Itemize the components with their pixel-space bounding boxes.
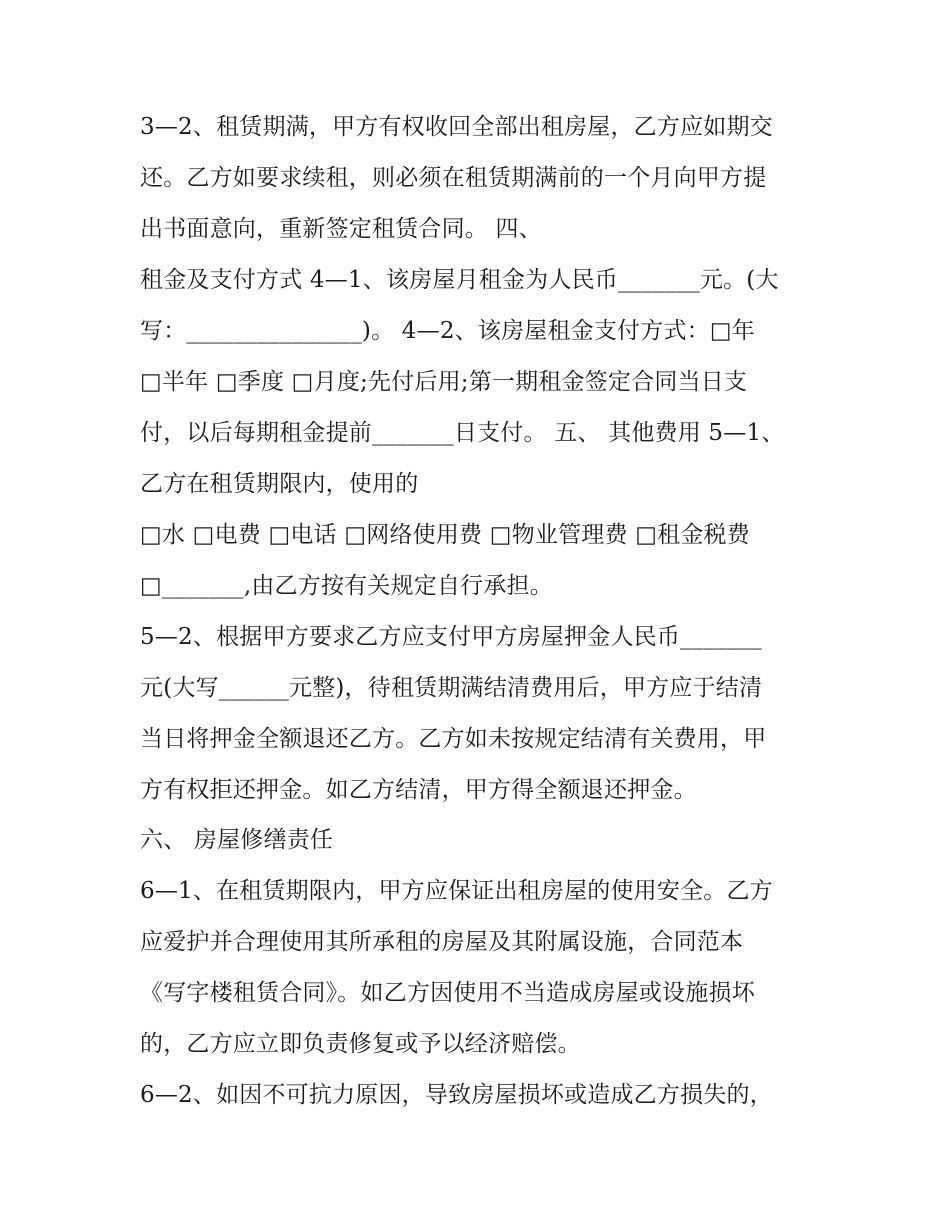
text-line: 《写字楼租赁合同》。如乙方因使用不当造成房屋或设施损坏 [140,980,755,1006]
text-line: 方有权拒还押金。如乙方结清，甲方得全额退还押金。 [140,777,697,803]
section-heading: 六、 房屋修缮责任 [140,827,334,853]
text-line: □半年 □季度 □月度;先付后用;第一期租金签定合同当日支 [140,369,748,395]
text-line: 付，以后每期租金提前_______日支付。 五、 其他费用 5—1、 [140,420,785,446]
text-line: 元(大写______元整)，待租赁期满结清费用后，甲方应于结清 [140,675,763,701]
text-line: 5—2、根据甲方要求乙方应支付甲方房屋押金人民币_______ [140,624,762,650]
text-line: 当日将押金全额退还乙方。乙方如未按规定结清有关费用，甲 [140,726,767,752]
text-line: 6—1、在租赁期限内，甲方应保证出租房屋的使用安全。乙方 [140,878,773,904]
text-line: 出书面意向，重新签定租赁合同。 四、 [140,216,542,242]
text-line: □水 □电费 □电话 □网络使用费 □物业管理费 □租金税费 [140,522,750,548]
text-line: 乙方在租赁期限内，使用的 [140,471,419,497]
text-line: 写：_______________)。 4—2、该房屋租金支付方式：□年 [140,318,755,344]
text-line: □_______,由乙方按有关规定自行承担。 [140,573,553,599]
text-line: 6—2、如因不可抗力原因，导致房屋损坏或造成乙方损失的， [140,1082,773,1108]
text-line: 应爱护并合理使用其所承租的房屋及其附属设施，合同范本 [140,929,744,955]
text-line: 3—2、租赁期满，甲方有权收回全部出租房屋，乙方应如期交 [140,114,773,140]
text-line: 还。乙方如要求续租，则必须在租赁期满前的一个月向甲方提 [140,165,767,191]
text-line: 租金及支付方式 4—1、该房屋月租金为人民币_______元。(大 [140,267,779,293]
text-line: 的，乙方应立即负责修复或予以经济赔偿。 [140,1031,581,1057]
